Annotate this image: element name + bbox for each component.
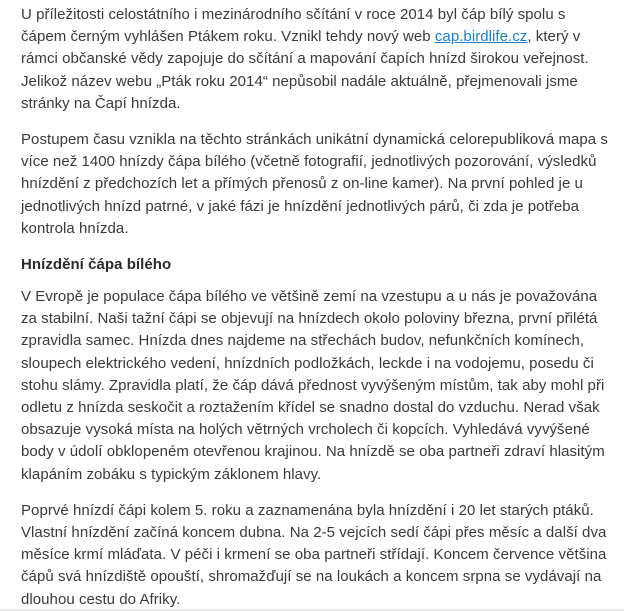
breeding-paragraph: Poprvé hnízdí čápi kolem 5. roku a zaznamenána byla hnízdění i 20 let starých ptáků. Vlastní hnízdění začíná koncem dubna. Na 2-5 vejcích sedí čápi přes měsíc a další dva měsíce krmí mláďata. V péči i krmení se oba partneři střídají. Koncem července většina čápů svá hnízdiště opouští, shromažďují se na loukách a koncem srpna se vydávají na dlouhou cestu do Afriky. bbox=[21, 501, 607, 608]
article-body bbox=[0, 4, 624, 611]
intro-paragraph bbox=[21, 4, 610, 115]
section-heading: Hnízdění čápa bílého bbox=[21, 256, 172, 274]
population-paragraph: V Evropě je populace čápa bílého ve většině zemí na vzestupu a u nás je považována za stabilní. Naši tažní čápi se objevují na hnízdech okolo poloviny března, první přilétá zpravidla samec. Hnízda dnes najdeme na střechách budov, nefunkčních komínech, sloupech elektrického vedení, hnízdních podložkách, leckde i na vodojemu, posedu či stohu slámy. Zpravidla platí, že čáp dává přednost vyvýšeným místům, tak aby mohl při odletu z hnízda seskočit a roztažením křídel se snadno dostal do vzduchu. Nerad však obsazuje vysoká místa na holých větrných vrcholech či kopcích. Vyhledává vyvýšené body v údolí obklopeném otevřenou krajinou. Na hnízdě se oba partneři zdraví hlasitým klapáním zobáku s typickým záklonem hlavy. bbox=[21, 288, 605, 483]
intro-text-start: U příležitosti celostátního i mezinárodního sčítání v roce 2014 byl čáp bílý spolu s čápem černým vyhlášen Ptákem roku. Vznikl tehdy nový web bbox=[21, 6, 566, 46]
birdlife-link[interactable]: cap.birdlife.cz bbox=[434, 28, 528, 46]
intro-text-end: , který v rámci občanské vědy zapojuje do sčítání a mapování čapích hnízd širokou veřejnost. Jelikož název webu „Pták roku 2014“ nepůsobil nadále aktuálně, přejmenovali jsme stránky na Čapí hnízda. bbox=[21, 28, 589, 112]
map-paragraph: Postupem času vznikla na těchto stránkách unikátní dynamická celorepubliková mapa s více než 1400 hnízdy čápa bílého (včetně fotografií, jednotlivých pozorování, výsledků hnízdění z předchozích let a přímých přenosů z on-line kamer). Na první pohled je u jednotlivých hnízd patrné, v jaké fázi je hnízdění jednotlivých párů, či zda je potřeba kontrola hnízda. bbox=[21, 131, 608, 237]
